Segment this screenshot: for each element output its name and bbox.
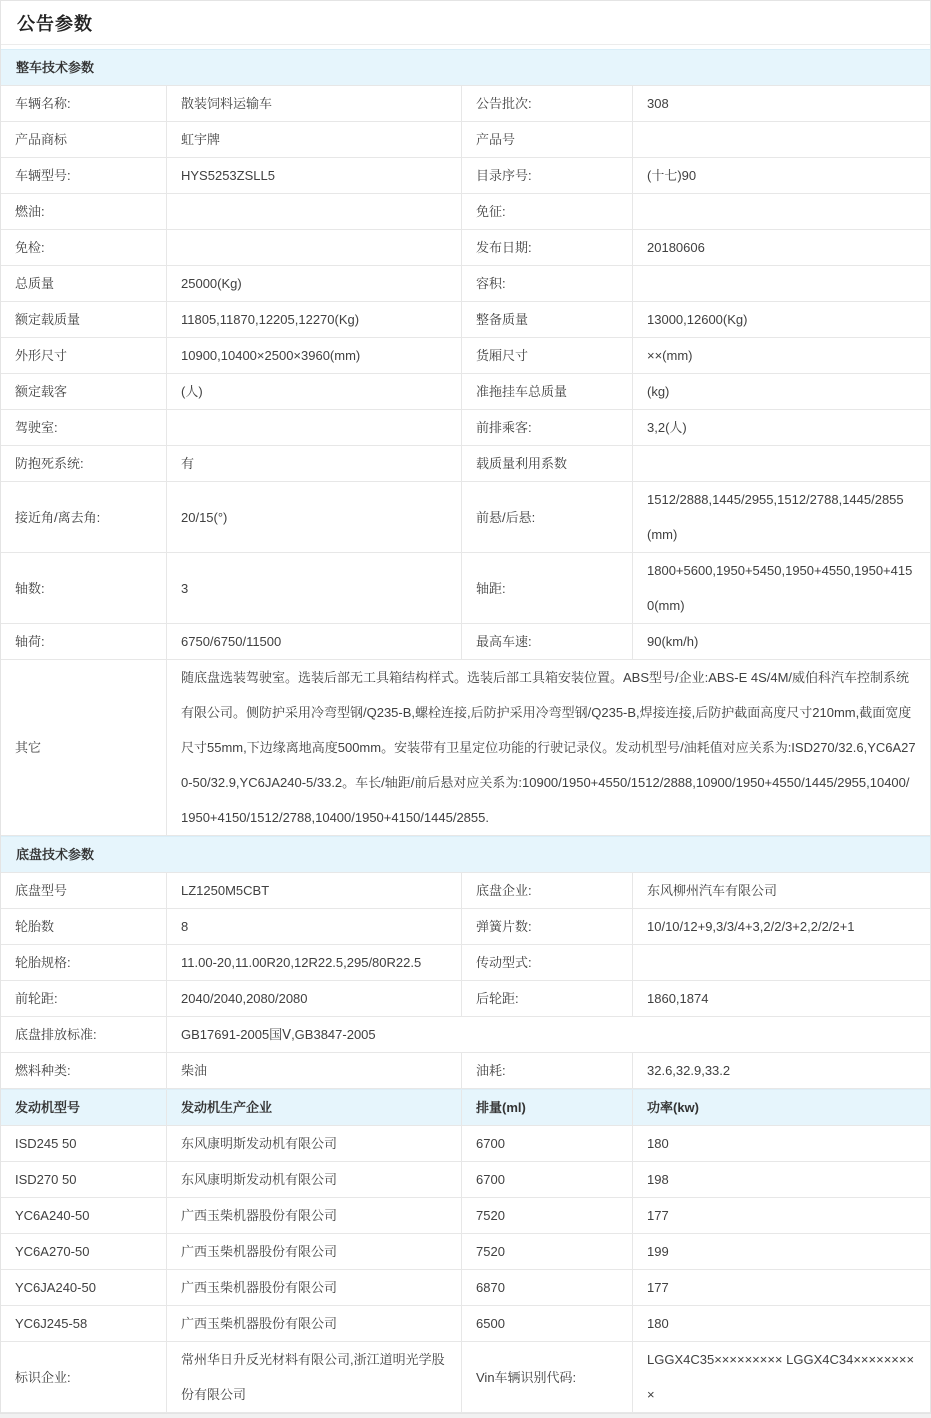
param-value: 11805,11870,12205,12270(Kg) bbox=[166, 302, 461, 337]
param-value: LZ1250M5CBT bbox=[166, 873, 461, 908]
param-value bbox=[166, 410, 461, 445]
engine-model: YC6A270-50 bbox=[15, 1244, 90, 1259]
param-label: 驾驶室: bbox=[15, 420, 58, 435]
param-label: 外形尺寸 bbox=[15, 348, 68, 363]
param-value: 20180606 bbox=[632, 230, 930, 265]
param-value: 2040/2040,2080/2080 bbox=[166, 981, 461, 1016]
engine-row bbox=[1, 1306, 930, 1342]
param-label: 油耗: bbox=[461, 1053, 632, 1088]
engine-row bbox=[1, 1270, 930, 1306]
param-value bbox=[166, 230, 461, 265]
param-value: 10/10/12+9,3/3/4+3,2/2/3+2,2/2/2+1 bbox=[632, 909, 930, 944]
param-value: 10900,10400×2500×3960(mm) bbox=[166, 338, 461, 373]
vin-value: LGGX4C35××××××××× LGGX4C34××××××××× bbox=[632, 1342, 930, 1412]
engine-row bbox=[1, 1126, 930, 1162]
param-value: 1800+5600,1950+5450,1950+4550,1950+4150(mm) bbox=[632, 553, 930, 623]
param-label: 额定载质量 bbox=[15, 312, 81, 327]
param-value: ××(mm) bbox=[632, 338, 930, 373]
param-value bbox=[166, 194, 461, 229]
param-value: 8 bbox=[166, 909, 461, 944]
table-row bbox=[1, 86, 930, 122]
engine-manufacturer-header: 发动机生产企业 bbox=[166, 1090, 461, 1125]
param-label: 公告批次: bbox=[461, 86, 632, 121]
param-label: 底盘型号 bbox=[15, 883, 68, 898]
param-value bbox=[632, 446, 930, 481]
engine-displacement: 6870 bbox=[461, 1270, 632, 1305]
param-value: HYS5253ZSLL5 bbox=[166, 158, 461, 193]
param-label: 燃料种类: bbox=[15, 1063, 71, 1078]
vin-label: Vin车辆识别代码: bbox=[461, 1342, 632, 1412]
param-label: 轮胎数 bbox=[15, 919, 55, 934]
page-title: 公告参数 bbox=[1, 1, 930, 45]
table-row bbox=[1, 909, 930, 945]
param-label: 目录序号: bbox=[461, 158, 632, 193]
engine-manufacturer: 广西玉柴机器股份有限公司 bbox=[166, 1234, 461, 1269]
param-value bbox=[632, 945, 930, 980]
table-row-fuel bbox=[1, 1053, 930, 1089]
param-label: 整备质量 bbox=[461, 302, 632, 337]
param-label: 发布日期: bbox=[461, 230, 632, 265]
engine-displacement: 6700 bbox=[461, 1126, 632, 1161]
table-row bbox=[1, 446, 930, 482]
param-label: 免检: bbox=[15, 240, 45, 255]
param-label: 轴距: bbox=[461, 553, 632, 623]
param-value: 虹宇牌 bbox=[166, 122, 461, 157]
param-label: 轮胎规格: bbox=[15, 955, 71, 970]
param-label: 最高车速: bbox=[461, 624, 632, 659]
engine-power: 180 bbox=[632, 1306, 930, 1341]
param-value: 308 bbox=[632, 86, 930, 121]
param-label: 燃油: bbox=[15, 204, 45, 219]
table-row bbox=[1, 338, 930, 374]
param-value: 3 bbox=[166, 553, 461, 623]
section-header-chassis: 底盘技术参数 bbox=[1, 836, 930, 873]
engine-row bbox=[1, 1198, 930, 1234]
table-row bbox=[1, 194, 930, 230]
identification-companies: 常州华日升反光材料有限公司,浙江道明光学股份有限公司 bbox=[166, 1342, 461, 1412]
param-value bbox=[632, 194, 930, 229]
param-label: 车辆名称: bbox=[15, 96, 71, 111]
param-label: 防抱死系统: bbox=[15, 456, 84, 471]
param-label: 前排乘客: bbox=[461, 410, 632, 445]
engine-row bbox=[1, 1162, 930, 1198]
engine-model: YC6A240-50 bbox=[15, 1208, 90, 1223]
vehicle-parameters-table bbox=[1, 86, 930, 836]
table-row bbox=[1, 374, 930, 410]
engine-row bbox=[1, 1234, 930, 1270]
param-value: 东风柳州汽车有限公司 bbox=[632, 873, 930, 908]
engine-power: 199 bbox=[632, 1234, 930, 1269]
table-row bbox=[1, 122, 930, 158]
param-label: 底盘排放标准: bbox=[15, 1027, 97, 1042]
table-row bbox=[1, 482, 930, 553]
table-row bbox=[1, 553, 930, 624]
engine-model: ISD270 50 bbox=[15, 1172, 77, 1187]
param-value bbox=[632, 122, 930, 157]
param-label: 标识企业: bbox=[15, 1369, 71, 1385]
chassis-parameters-table bbox=[1, 873, 930, 1413]
param-value: 1512/2888,1445/2955,1512/2788,1445/2855(mm) bbox=[632, 482, 930, 552]
table-row bbox=[1, 302, 930, 338]
param-label: 其它 bbox=[15, 740, 42, 755]
engine-power: 177 bbox=[632, 1270, 930, 1305]
engine-displacement: 6700 bbox=[461, 1162, 632, 1197]
param-label: 传动型式: bbox=[461, 945, 632, 980]
param-label: 货厢尺寸 bbox=[461, 338, 632, 373]
param-value: 6750/6750/11500 bbox=[166, 624, 461, 659]
engine-power: 177 bbox=[632, 1198, 930, 1233]
engine-model: YC6J245-58 bbox=[15, 1316, 88, 1331]
param-label: 产品号 bbox=[461, 122, 632, 157]
engine-power-header: 功率(kw) bbox=[632, 1090, 930, 1125]
param-value: 有 bbox=[166, 446, 461, 481]
engine-manufacturer: 广西玉柴机器股份有限公司 bbox=[166, 1198, 461, 1233]
param-label: 免征: bbox=[461, 194, 632, 229]
param-value: (十七)90 bbox=[632, 158, 930, 193]
param-label: 接近角/离去角: bbox=[15, 509, 101, 525]
table-row bbox=[1, 410, 930, 446]
table-row-other bbox=[1, 660, 930, 836]
engine-model-header: 发动机型号 bbox=[1, 1090, 166, 1125]
engine-power: 198 bbox=[632, 1162, 930, 1197]
identification-row bbox=[1, 1342, 930, 1413]
table-row bbox=[1, 981, 930, 1017]
param-label: 产品商标 bbox=[15, 132, 68, 147]
param-value: 柴油 bbox=[166, 1053, 461, 1088]
param-label: 轴数: bbox=[15, 580, 45, 596]
param-label: 前悬/后悬: bbox=[461, 482, 632, 552]
param-label: 载质量利用系数 bbox=[461, 446, 632, 481]
engine-table-header-row bbox=[1, 1089, 930, 1126]
param-value: 90(km/h) bbox=[632, 624, 930, 659]
param-value: 25000(Kg) bbox=[166, 266, 461, 301]
engine-manufacturer: 东风康明斯发动机有限公司 bbox=[166, 1126, 461, 1161]
section-header-vehicle: 整车技术参数 bbox=[1, 49, 930, 86]
param-value: 11.00-20,11.00R20,12R22.5,295/80R22.5 bbox=[166, 945, 461, 980]
engine-displacement: 7520 bbox=[461, 1198, 632, 1233]
param-label: 后轮距: bbox=[461, 981, 632, 1016]
param-value: 3,2(人) bbox=[632, 410, 930, 445]
engine-displacement-header: 排量(ml) bbox=[461, 1090, 632, 1125]
param-value: 20/15(°) bbox=[166, 482, 461, 552]
table-row bbox=[1, 230, 930, 266]
param-label: 轴荷: bbox=[15, 634, 45, 649]
engine-model: YC6JA240-50 bbox=[15, 1280, 96, 1295]
param-value: 13000,12600(Kg) bbox=[632, 302, 930, 337]
param-value: 32.6,32.9,33.2 bbox=[632, 1053, 930, 1088]
table-row-emission bbox=[1, 1017, 930, 1053]
table-row bbox=[1, 158, 930, 194]
param-label: 车辆型号: bbox=[15, 168, 71, 183]
param-value: 1860,1874 bbox=[632, 981, 930, 1016]
engine-displacement: 7520 bbox=[461, 1234, 632, 1269]
param-value: 散装饲料运输车 bbox=[166, 86, 461, 121]
param-label: 前轮距: bbox=[15, 991, 58, 1006]
param-value bbox=[632, 266, 930, 301]
param-label: 容积: bbox=[461, 266, 632, 301]
engine-manufacturer: 东风康明斯发动机有限公司 bbox=[166, 1162, 461, 1197]
param-label: 总质量 bbox=[15, 276, 55, 291]
param-value: (人) bbox=[166, 374, 461, 409]
engine-manufacturer: 广西玉柴机器股份有限公司 bbox=[166, 1270, 461, 1305]
table-row bbox=[1, 624, 930, 660]
param-value: (kg) bbox=[632, 374, 930, 409]
table-row bbox=[1, 873, 930, 909]
engine-manufacturer: 广西玉柴机器股份有限公司 bbox=[166, 1306, 461, 1341]
param-value: GB17691-2005国Ⅴ,GB3847-2005 bbox=[166, 1017, 930, 1052]
param-label: 弹簧片数: bbox=[461, 909, 632, 944]
engine-displacement: 6500 bbox=[461, 1306, 632, 1341]
param-value-other: 随底盘选装驾驶室。选装后部无工具箱结构样式。选装后部工具箱安装位置。ABS型号/企业:ABS-E 4S/4M/威伯科汽车控制系统有限公司。侧防护采用冷弯型钢/Q235-B,螺栓连接,后防护采用冷弯型钢/Q235-B,焊接连接,后防护截面高度尺寸210mm,截面宽度尺寸55mm,下边缘离地高度500mm。安装带有卫星定位功能的行驶记录仪。发动机型号/油耗值对应关系为:ISD270/32.6,YC6A270-50/32.9,YC6JA240-5/33.2。车长/轴距/前后悬对应关系为:10900/1950+4550/1512/2888,10900/1950+4550/1445/2955,10400/1950+4150/1512/2788,10400/1950+4150/1445/2855. bbox=[166, 660, 930, 835]
param-label: 额定载客 bbox=[15, 384, 68, 399]
engine-power: 180 bbox=[632, 1126, 930, 1161]
param-label: 底盘企业: bbox=[461, 873, 632, 908]
table-row bbox=[1, 945, 930, 981]
table-row bbox=[1, 266, 930, 302]
engine-model: ISD245 50 bbox=[15, 1136, 77, 1151]
param-label: 准拖挂车总质量 bbox=[461, 374, 632, 409]
